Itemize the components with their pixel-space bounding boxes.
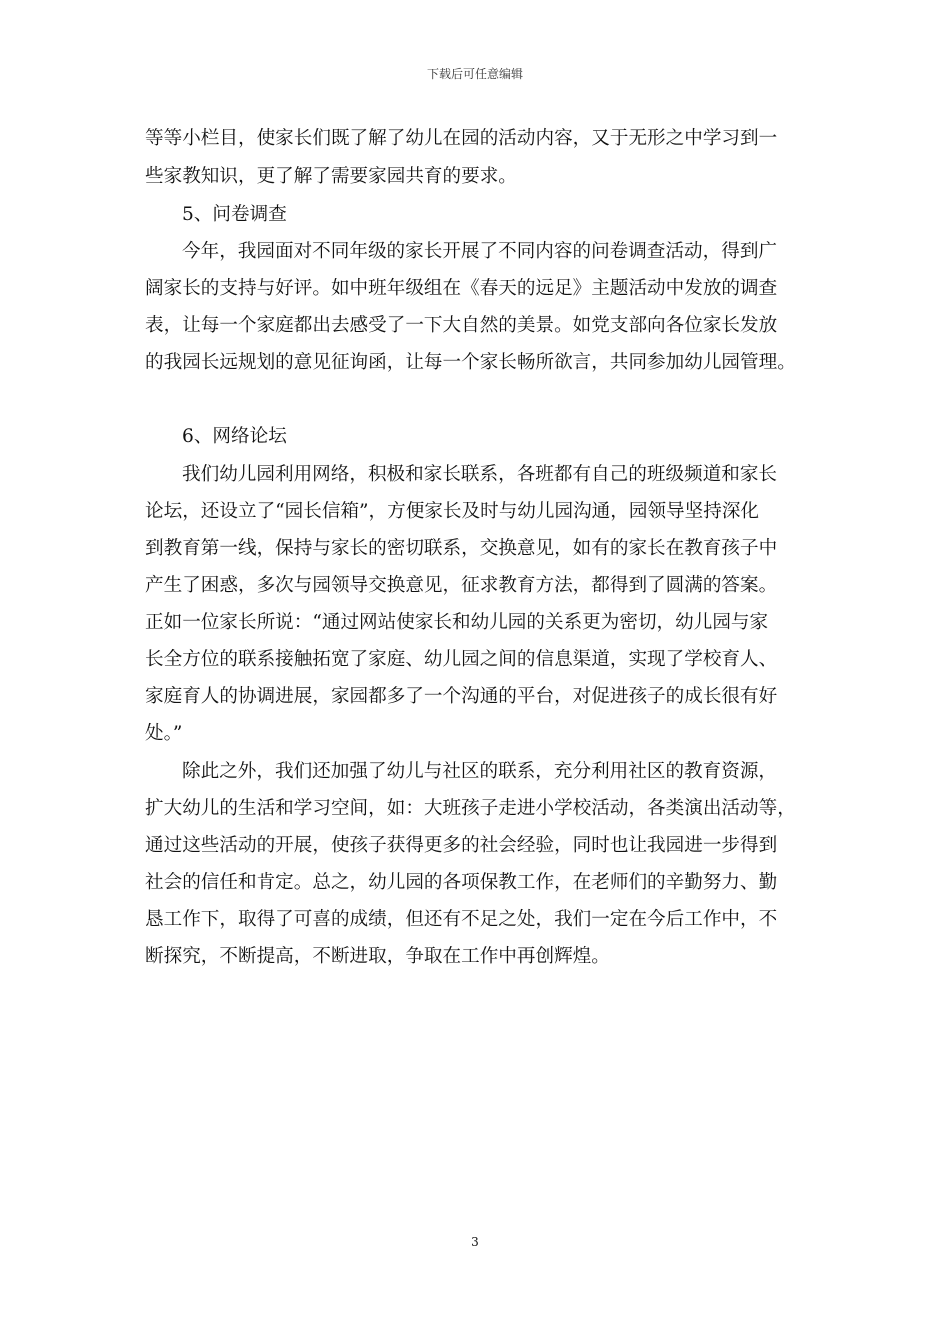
- paragraph-line: 的我园长远规划的意见征询函，让每一个家长畅所欲言，共同参加幼儿园管理。: [145, 352, 796, 373]
- section-heading-questionnaire: 5、问卷调查: [182, 204, 287, 225]
- paragraph-line: 家庭育人的协调进展，家园都多了一个沟通的平台，对促进孩子的成长很有好: [145, 686, 778, 707]
- section-heading-online-forum: 6、网络论坛: [182, 426, 287, 447]
- paragraph-line: 阔家长的支持与好评。如中班年级组在《春天的远足》主题活动中发放的调查: [145, 278, 778, 299]
- paragraph-line: 产生了困惑，多次与园领导交换意见，征求教育方法，都得到了圆满的答案。: [145, 575, 778, 596]
- paragraph-line: 处。”: [145, 723, 183, 744]
- paragraph-line: 长全方位的联系接触拓宽了家庭、幼儿园之间的信息渠道，实现了学校育人、: [145, 649, 778, 670]
- paragraph-line: 正如一位家长所说：“通过网站使家长和幼儿园的关系更为密切，幼儿园与家: [145, 612, 769, 633]
- page-header: 下载后可任意编辑: [426, 67, 523, 81]
- paragraph-line: 社会的信任和肯定。总之，幼儿园的各项保教工作，在老师们的辛勤努力、勤: [145, 872, 778, 893]
- paragraph-line: 扩大幼儿的生活和学习空间，如：大班孩子走进小学校活动，各类演出活动等，: [145, 798, 796, 819]
- paragraph-line: 除此之外，我们还加强了幼儿与社区的联系，充分利用社区的教育资源，: [182, 761, 778, 782]
- paragraph-line: 等等小栏目，使家长们既了解了幼儿在园的活动内容，又于无形之中学习到一: [145, 128, 778, 149]
- paragraph-line: 今年，我园面对不同年级的家长开展了不同内容的问卷调查活动，得到广: [182, 241, 778, 262]
- paragraph-line: 些家教知识，更了解了需要家园共育的要求。: [145, 166, 517, 187]
- page-number: 3: [471, 1235, 479, 1249]
- paragraph-line: 到教育第一线，保持与家长的密切联系，交换意见，如有的家长在教育孩子中: [145, 538, 778, 559]
- paragraph-line: 论坛，还设立了“园长信箱”，方便家长及时与幼儿园沟通，园领导坚持深化: [145, 501, 760, 522]
- paragraph-line: 恳工作下，取得了可喜的成绩，但还有不足之处，我们一定在今后工作中，不: [145, 909, 778, 930]
- paragraph-line: 断探究，不断提高，不断进取，争取在工作中再创辉煌。: [145, 946, 610, 967]
- paragraph-line: 表，让每一个家庭都出去感受了一下大自然的美景。如党支部向各位家长发放: [145, 315, 778, 336]
- paragraph-line: 我们幼儿园利用网络，积极和家长联系，各班都有自己的班级频道和家长: [182, 464, 778, 485]
- paragraph-line: 通过这些活动的开展，使孩子获得更多的社会经验，同时也让我园进一步得到: [145, 835, 778, 856]
